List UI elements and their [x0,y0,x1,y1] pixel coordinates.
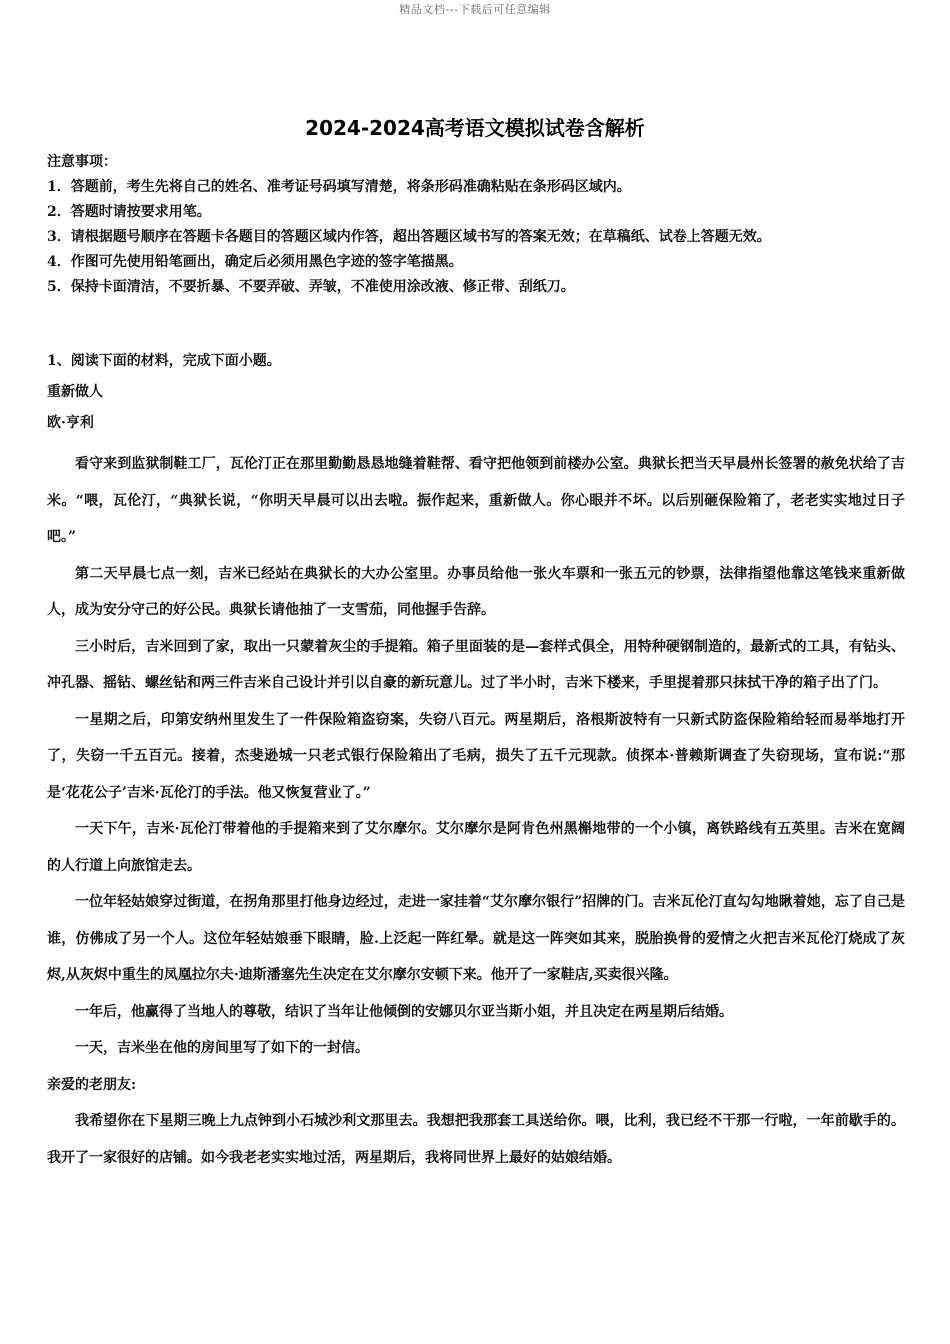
letter-paragraph: 我希望你在下星期三晚上九点钟到小石城沙利文那里去。我想把我那套工具送给你。喂，比利，我已经不干那一行啦，一年前歇手的。我开了一家很好的店铺。如今我老老实实地过活，两星期后，我将同世界上最好的姑娘结婚。 [47,1113,905,1166]
header-note: 精品文档---下载后可任意编辑 [399,3,551,16]
page-title: 2024-2024高考语文模拟试卷含解析 [305,116,645,140]
note-item: 4．作图可先使用铅笔画出，确定后必须用黑色字迹的签字笔描黑。 [47,254,463,270]
note-item: 5．保持卡面清洁，不要折暴、不要弄破、弄皱，不准使用涂改液、修正带、刮纸刀。 [47,279,575,295]
question-section [47,346,907,439]
article-paragraph: 三小时后，吉米回到了家，取出一只蒙着灰尘的手提箱。箱子里面装的是—套样式俱全，用特种硬钢制造的，最新式的工具，有钻头、冲孔器、摇钻、螺丝钻和两三件吉米自己设计并引以自豪的新玩意儿。过了半小时，吉米下楼来，手里提着那只抹拭干净的箱子出了门。 [47,638,905,691]
article-paragraph: 看守来到监狱制鞋工厂，瓦伦汀正在那里勤勤恳恳地缝着鞋帮、看守把他领到前楼办公室。典狱长把当天早晨州长签署的赦免状给了吉米。“喂，瓦伦汀，“典狱长说，“你明天早晨可以出去啦。振作起来，重新做人。你心眼并不坏。以后别砸保险箱了，老老实实地过日子吧。” [47,456,905,545]
story-author: 欧·亨利 [47,415,94,431]
note-item: 3．请根据题号顺序在答题卡各题目的答题区域内作答，超出答题区域书写的答案无效；在草稿纸、试卷上答题无效。 [47,229,771,245]
article-paragraph: 一天下午，吉米·瓦伦汀带着他的手提箱来到了艾尔摩尔。艾尔摩尔是阿肯色州黑槲地带的一个小镇，离铁路线有五英里。吉米在宽阔的人行道上向旅馆走去。 [47,821,905,874]
notes-heading: 注意事项： [47,154,117,170]
note-item: 2．答题时请按要求用笔。 [47,204,211,220]
article-paragraph: 第二天早晨七点一刻，吉米已经站在典狱长的大办公室里。办事员给他一张火车票和一张五元的钞票，法律指望他靠这笔钱来重新做人，成为安分守己的好公民。典狱长请他抽了一支雪茄，同他握手告辞。 [47,565,905,618]
notes-section [47,150,927,300]
article-body [47,446,905,1176]
article-paragraph: 一年后，他赢得了当地人的尊敬，结识了当年让他倾倒的安娜贝尔亚当斯小姐，并且决定在两星期后结婚。 [75,1003,733,1020]
article-paragraph: 一星期之后，印第安纳州里发生了一件保险箱盗窃案，失窃八百元。两星期后，洛根斯波特有一只新式防盗保险箱给轻而易举地打开了，失窃一千五百元。接着，杰斐逊城一只老式银行保险箱出了毛病，损失了五千元现款。侦探本·普赖斯调查了失窃现场，宣布说:“那是‘花花公子’吉米·瓦伦汀的手法。他又恢复营业了。” [47,711,905,801]
article-paragraph: 一位年轻姑娘穿过街道，在拐角那里打他身边经过，走进一家挂着“艾尔摩尔银行”招牌的门。吉米瓦伦汀直勾勾地瞅着她，忘了自己是谁，仿佛成了另一个人。这位年轻姑娘垂下眼睛，脸.上泛起一阵红晕。就是这一阵突如其来，脱胎换骨的爱情之火把吉米瓦伦汀烧成了灰烬,从灰烬中重生的凤凰拉尔夫·迪斯潘塞先生决定在艾尔摩尔安顿下来。他开了一家鞋店,买卖很兴隆。 [47,894,905,983]
note-item: 1．答题前，考生先将自己的姓名、准考证号码填写清楚，将条形码准确粘贴在条形码区域内。 [47,179,631,195]
letter-salutation: 亲爱的老朋友: [47,1076,137,1093]
question-prompt: 1、阅读下面的材料，完成下面小题。 [47,353,281,369]
story-title: 重新做人 [47,384,103,400]
article-paragraph: 一天，吉米坐在他的房间里写了如下的一封信。 [75,1040,369,1056]
